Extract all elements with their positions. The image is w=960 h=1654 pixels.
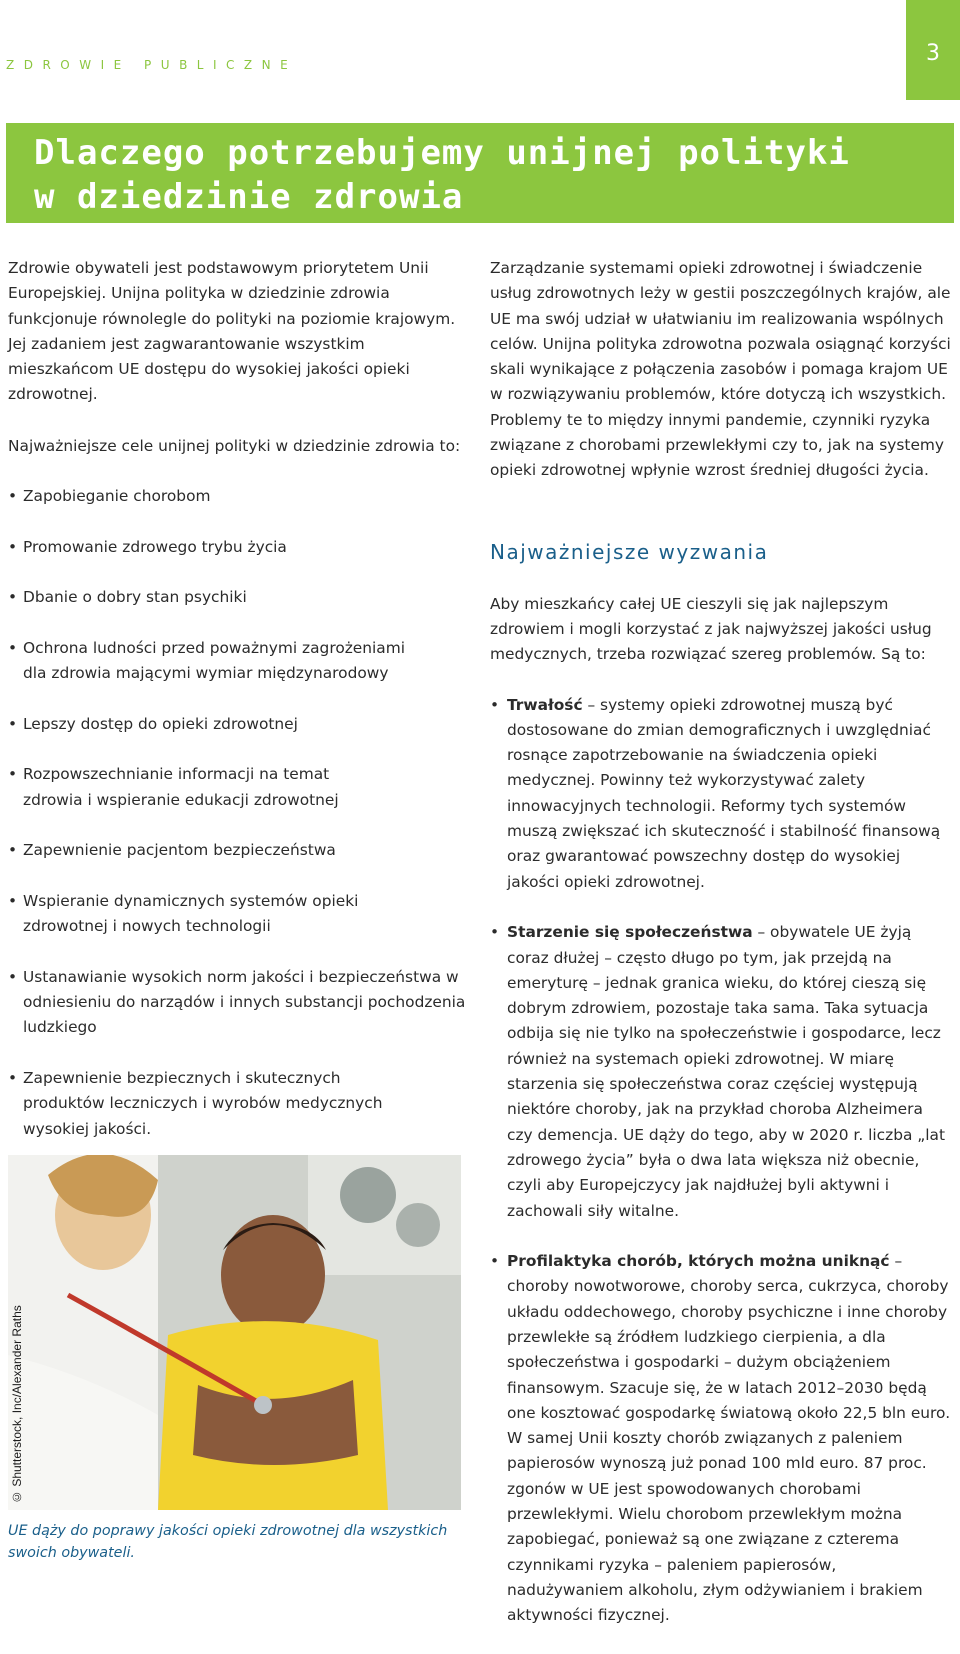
goal-item: • Rozpowszechnianie informacji na temat zdrowia i wspieranie edukacji zdrowotnej xyxy=(8,762,468,813)
goal-item: • Zapewnienie bezpiecznych i skutecznych produktów leczniczych i wyrobów medycznych wysokiej jakości. xyxy=(8,1066,468,1142)
challenge-item xyxy=(490,1249,952,1628)
challenge-item xyxy=(490,693,952,895)
goal-item: • Wspieranie dynamicznych systemów opieki zdrowotnej i nowych technologii xyxy=(8,889,468,940)
challenge-term: Trwałość xyxy=(507,695,583,714)
goal-item: • Zapobieganie chorobom xyxy=(8,484,468,509)
challenges-list xyxy=(490,693,952,1629)
photo-credit: © Shutterstock, Inc/Alexander Raths xyxy=(10,1305,24,1504)
challenge-text: – choroby nowotworowe, choroby serca, cukrzyca, choroby układu oddechowego, choroby psychiczne i inne choroby przewlekłe są źródłem ludzkiego cierpienia, a dla społeczeństwa i gospodarki – dużym obciążeniem finansowym. Szacuje się, że w latach 2012–2030 będą one kosztować gospodarkę światową około 22,5 bln euro. W samej Unii koszty chorób związanych z paleniem papierosów wynoszą już ponad 100 mld euro. 87 proc. zgonów w UE jest spowodowanych chorobami przewlekłymi. Wielu chorobom przewlekłym można zapobiegać, ponieważ są one związane z czterema czynnikami ryzyka – paleniem papierosów, nadużywaniem alkoholu, złym odżywianiem i brakiem aktywności fizycznej. xyxy=(507,1252,951,1625)
goal-item: • Ustanawianie wysokich norm jakości i bezpieczeństwa w odniesieniu do narządów i innych substancji pochodzenia ludzkiego xyxy=(8,965,468,1041)
photo-illustration xyxy=(8,1155,461,1510)
goal-item: • Dbanie o dobry stan psychiki xyxy=(8,585,468,610)
section-label: ZDROWIE PUBLICZNE xyxy=(6,58,298,72)
challenge-item xyxy=(490,920,952,1224)
page-title-line-2: w dziedzinie zdrowia xyxy=(34,177,464,217)
right-column xyxy=(490,256,952,1654)
page-title xyxy=(6,123,954,219)
challenge-term: Profilaktyka chorób, których można uniknąć xyxy=(507,1252,890,1271)
goal-item: • Lepszy dostęp do opieki zdrowotnej xyxy=(8,712,468,737)
page-number: 3 xyxy=(906,0,960,100)
page-title-line-1: Dlaczego potrzebujemy unijnej polityki xyxy=(34,133,850,173)
doctor-child-photo xyxy=(8,1155,461,1510)
goals-lead: Najważniejsze cele unijnej polityki w dziedzinie zdrowia to: xyxy=(8,436,461,455)
intro-paragraph: Zdrowie obywateli jest podstawowym priorytetem Unii Europejskiej. Unijna polityka w dziedzinie zdrowia funkcjonuje równolegle do polityki na poziomie krajowym. Jej zadaniem jest zagwarantowanie wszystkim mieszkańcom UE dostępu do wysokiej jakości opieki zdrowotnej. xyxy=(8,259,456,404)
goal-item: • Zapewnienie pacjentom bezpieczeństwa xyxy=(8,838,468,863)
right-intro-paragraph: Zarządzanie systemami opieki zdrowotnej i świadczenie usług zdrowotnych leży w gestii poszczególnych krajów, ale UE ma swój udział w ułatwianiu im realizowania wspólnych celów. Unijna polityka zdrowotna pozwala osiągnąć korzyści skali wynikające z połączenia zasobów i pomaga krajom UE w rozwiązywaniu problemów, które dotyczą ich wszystkich. Problemy te to między innymi pandemie, czynniki ryzyka związane z chorobami przewlekłymi czy to, jak na systemy opieki zdrowotnej wpłynie wzrost średniej długości życia. xyxy=(490,259,951,480)
challenge-text: – systemy opieki zdrowotnej muszą być dostosowane do zmian demograficznych i uwzględniać rosnące zapotrzebowanie na świadczenia opieki medycznej. Powinny też wykorzystywać zalety innowacyjnych technologii. Reformy tych systemów muszą zwiększać ich skuteczność i stabilność finansową oraz gwarantować powszechny dostęp do wysokiej jakości opieki zdrowotnej. xyxy=(507,695,941,891)
left-column xyxy=(8,256,468,1167)
challenges-heading: Najważniejsze wyzwania xyxy=(490,539,769,564)
goals-list xyxy=(8,484,468,1142)
goal-item: • Promowanie zdrowego trybu życia xyxy=(8,535,468,560)
challenge-text: – obywatele UE żyją coraz dłużej – często długo po tym, jak przejdą na emeryturę – jednak granica wieku, do której cieszą się dobrym zdrowiem, pozostaje taka sama. Taka sytuacja odbija się nie tylko na społeczeństwie i gospodarce, lecz również na systemach opieki zdrowotnej. W miarę starzenia się społeczeństwa coraz częściej występują niektóre choroby, jak na przykład choroba Alzheimera czy demencja. UE dąży do tego, aby w 2020 r. liczba „lat zdrowego życia” była o dwa lata większa niż obecnie, czyli aby Europejczycy jak najdłużej byli aktywni i zachowali siły witalne. xyxy=(507,923,946,1220)
goal-item: • Ochrona ludności przed poważnymi zagrożeniami dla zdrowia mającymi wymiar międzynarodowy xyxy=(8,636,468,687)
photo-caption: UE dąży do poprawy jakości opieki zdrowotnej dla wszystkich swoich obywateli. xyxy=(8,1523,448,1561)
title-band xyxy=(6,123,954,223)
challenge-term: Starzenie się społeczeństwa xyxy=(507,923,753,942)
challenges-lead: Aby mieszkańcy całej UE cieszyli się jak najlepszym zdrowiem i mogli korzystać z jak najwyższej jakości usług medycznych, trzeba rozwiązać szereg problemów. Są to: xyxy=(490,594,932,664)
